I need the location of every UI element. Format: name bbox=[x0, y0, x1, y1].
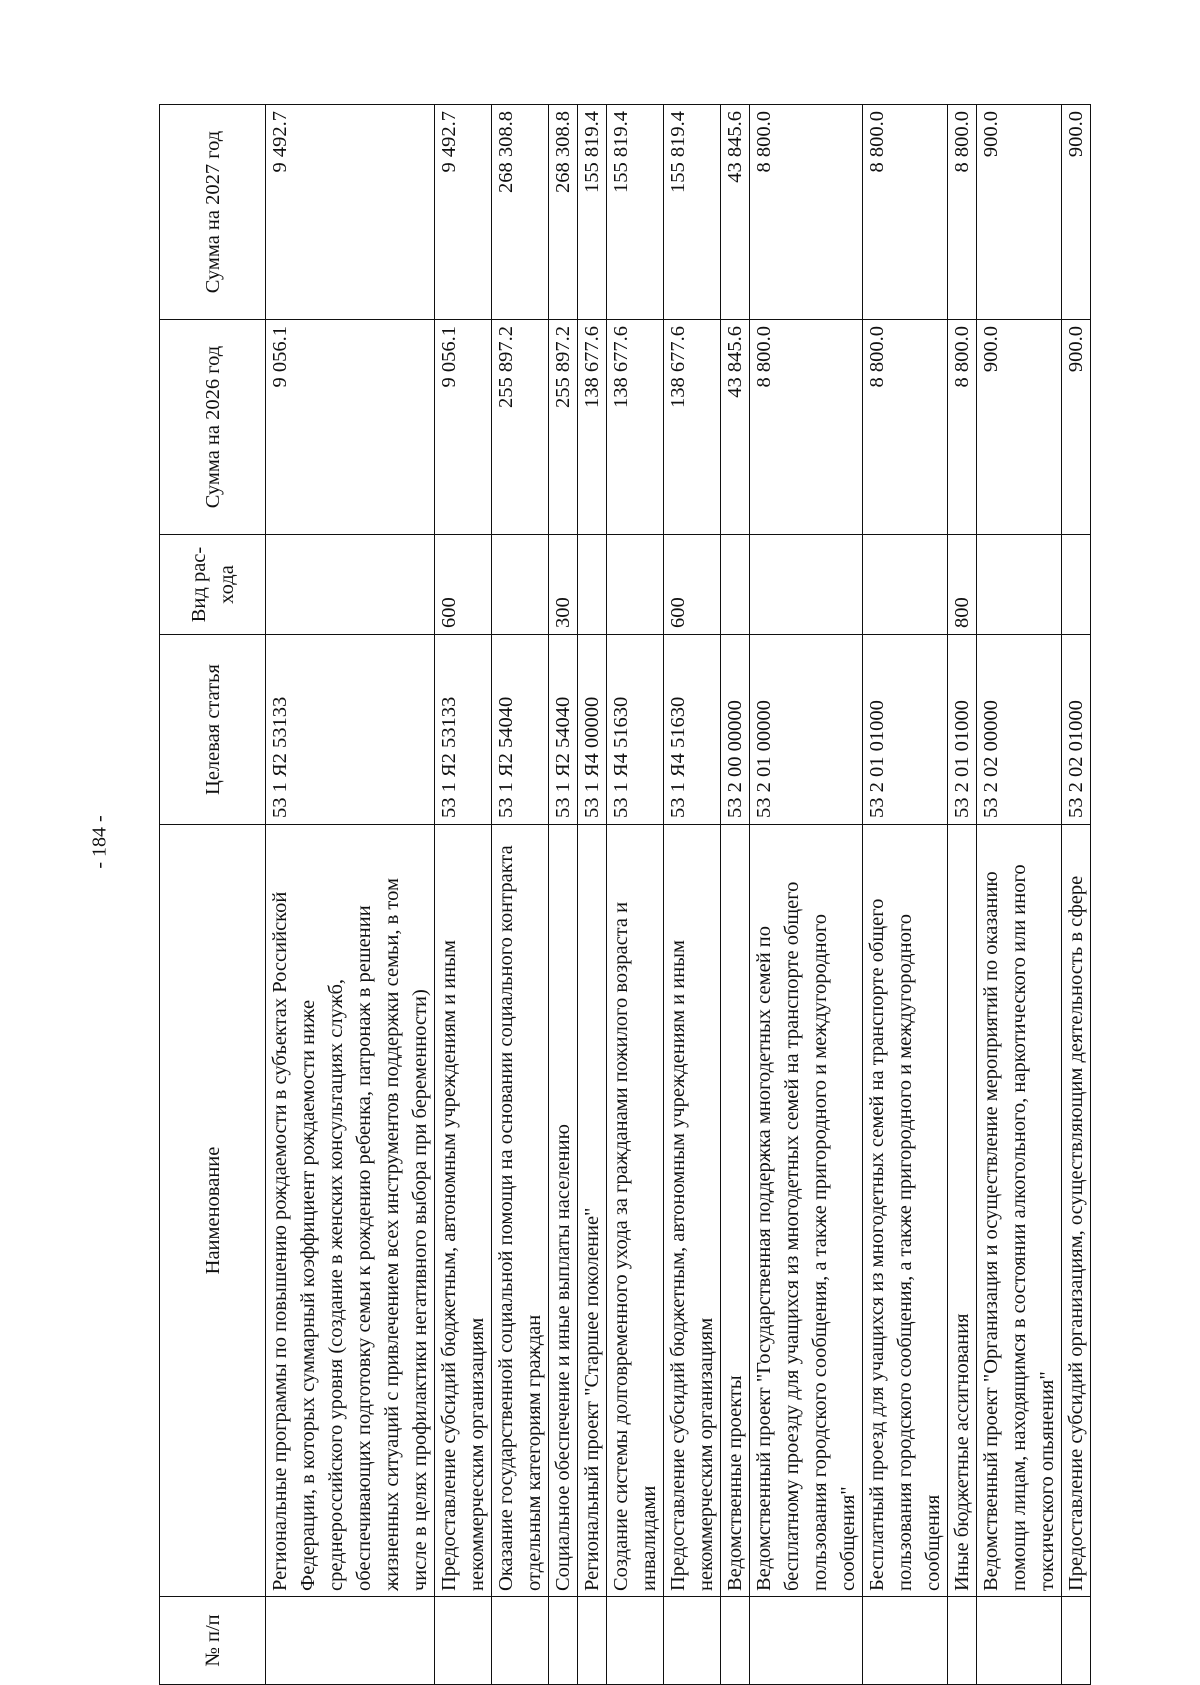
sum-2026-cell: 43 845.6 bbox=[721, 320, 750, 535]
name-cell: Создание системы долговременного ухода за гражданами пожилого возраста и инвалидами bbox=[607, 825, 664, 1597]
row-number-cell bbox=[977, 1597, 1062, 1685]
name-cell: Иные бюджетные ассигнования bbox=[948, 825, 977, 1597]
sum-2026-cell: 255 897.2 bbox=[549, 320, 578, 535]
expense-type-cell bbox=[492, 535, 549, 635]
name-cell: Региональный проект "Старшее поколение" bbox=[578, 825, 607, 1597]
name-cell: Бесплатный проезд для учащихся из многодетных семей на транспорте общего пользования городского сообщения, а также пригородного и междугородного сообщения bbox=[863, 825, 948, 1597]
table-row bbox=[948, 105, 977, 1685]
expense-type-cell bbox=[721, 535, 750, 635]
target-article-cell: 53 2 01 01000 bbox=[863, 635, 948, 825]
target-article-cell: 53 2 00 00000 bbox=[721, 635, 750, 825]
expense-type-cell bbox=[750, 535, 863, 635]
name-cell: Оказание государственной социальной помощи на основании социального контракта отдельным категориям граждан bbox=[492, 825, 549, 1597]
expense-type-cell: 300 bbox=[549, 535, 578, 635]
name-cell: Ведомственный проект "Государственная поддержка многодетных семей по бесплатному проезду для учащихся из многодетных семей на транспорте общего пользования городского сообщения, а также пригородного и междугородного сообщения" bbox=[750, 825, 863, 1597]
table-row bbox=[492, 105, 549, 1685]
sum-2026-cell: 900.0 bbox=[977, 320, 1062, 535]
row-number-cell bbox=[266, 1597, 435, 1685]
table-row bbox=[863, 105, 948, 1685]
table-row bbox=[750, 105, 863, 1685]
sum-2026-cell: 138 677.6 bbox=[664, 320, 721, 535]
target-article-cell: 53 1 Я4 00000 bbox=[578, 635, 607, 825]
table-row bbox=[664, 105, 721, 1685]
expense-type-cell bbox=[977, 535, 1062, 635]
table-row bbox=[977, 105, 1062, 1685]
expense-type-cell bbox=[578, 535, 607, 635]
page-number: - 184 - bbox=[88, 815, 111, 869]
name-cell: Региональные программы по повышению рождаемости в субъектах Российской Федерации, в которых суммарный коэффициент рождаемости ниже среднероссийского уровня (создание в женских консультациях служб, обеспечивающих подготовку семьи к рождению ребенка, патронаж в решении жизненных ситуаций с привлечением всех инструментов поддержки семьи, в том числе в целях профилактики негативного выбора при беременности) bbox=[266, 825, 435, 1597]
column-header: Сумма на 2026 год bbox=[160, 320, 266, 535]
row-number-cell bbox=[664, 1597, 721, 1685]
sum-2026-cell: 138 677.6 bbox=[607, 320, 664, 535]
table-row bbox=[721, 105, 750, 1685]
expense-type-cell: 800 bbox=[948, 535, 977, 635]
target-article-cell: 53 1 Я2 54040 bbox=[549, 635, 578, 825]
sum-2027-cell: 900.0 bbox=[977, 105, 1062, 320]
name-cell: Предоставление субсидий бюджетным, автономным учреждениям и иным некоммерческим организациям bbox=[664, 825, 721, 1597]
table-row bbox=[435, 105, 492, 1685]
sum-2026-cell: 8 800.0 bbox=[750, 320, 863, 535]
sum-2027-cell: 43 845.6 bbox=[721, 105, 750, 320]
row-number-cell bbox=[721, 1597, 750, 1685]
expense-type-cell bbox=[863, 535, 948, 635]
row-number-cell bbox=[750, 1597, 863, 1685]
name-cell: Предоставление субсидий бюджетным, автономным учреждениям и иным некоммерческим организациям bbox=[435, 825, 492, 1597]
target-article-cell: 53 2 02 01000 bbox=[1062, 635, 1091, 825]
target-article-cell: 53 1 Я2 53133 bbox=[435, 635, 492, 825]
expense-type-cell bbox=[266, 535, 435, 635]
sum-2027-cell: 9 492.7 bbox=[266, 105, 435, 320]
sum-2026-cell: 8 800.0 bbox=[948, 320, 977, 535]
column-header: № п/п bbox=[160, 1597, 266, 1685]
table-row bbox=[266, 105, 435, 1685]
sum-2027-cell: 8 800.0 bbox=[750, 105, 863, 320]
sum-2027-cell: 268 308.8 bbox=[492, 105, 549, 320]
row-number-cell bbox=[492, 1597, 549, 1685]
table-row bbox=[1062, 105, 1091, 1685]
target-article-cell: 53 1 Я2 53133 bbox=[266, 635, 435, 825]
target-article-cell: 53 1 Я2 54040 bbox=[492, 635, 549, 825]
target-article-cell: 53 2 02 00000 bbox=[977, 635, 1062, 825]
sum-2026-cell: 9 056.1 bbox=[266, 320, 435, 535]
expense-type-cell bbox=[607, 535, 664, 635]
column-header: Наименование bbox=[160, 825, 266, 1597]
sum-2027-cell: 8 800.0 bbox=[863, 105, 948, 320]
table-row bbox=[607, 105, 664, 1685]
table-row bbox=[578, 105, 607, 1685]
column-header: Сумма на 2027 год bbox=[160, 105, 266, 320]
sum-2026-cell: 9 056.1 bbox=[435, 320, 492, 535]
sum-2027-cell: 8 800.0 bbox=[948, 105, 977, 320]
sum-2026-cell: 138 677.6 bbox=[578, 320, 607, 535]
table-header-row bbox=[160, 105, 266, 1685]
target-article-cell: 53 2 01 00000 bbox=[750, 635, 863, 825]
sum-2027-cell: 900.0 bbox=[1062, 105, 1091, 320]
sum-2027-cell: 155 819.4 bbox=[607, 105, 664, 320]
target-article-cell: 53 2 01 01000 bbox=[948, 635, 977, 825]
budget-table-wrapper bbox=[159, 105, 1091, 1685]
sum-2026-cell: 255 897.2 bbox=[492, 320, 549, 535]
sum-2026-cell: 900.0 bbox=[1062, 320, 1091, 535]
column-header: Вид рас-хода bbox=[160, 535, 266, 635]
row-number-cell bbox=[578, 1597, 607, 1685]
row-number-cell bbox=[863, 1597, 948, 1685]
sum-2027-cell: 155 819.4 bbox=[664, 105, 721, 320]
expense-type-cell: 600 bbox=[664, 535, 721, 635]
column-header: Целевая статья bbox=[160, 635, 266, 825]
budget-table bbox=[159, 104, 1091, 1685]
expense-type-cell: 600 bbox=[435, 535, 492, 635]
sum-2027-cell: 268 308.8 bbox=[549, 105, 578, 320]
target-article-cell: 53 1 Я4 51630 bbox=[607, 635, 664, 825]
name-cell: Ведомственные проекты bbox=[721, 825, 750, 1597]
target-article-cell: 53 1 Я4 51630 bbox=[664, 635, 721, 825]
row-number-cell bbox=[549, 1597, 578, 1685]
row-number-cell bbox=[607, 1597, 664, 1685]
row-number-cell bbox=[1062, 1597, 1091, 1685]
row-number-cell bbox=[948, 1597, 977, 1685]
sum-2027-cell: 9 492.7 bbox=[435, 105, 492, 320]
expense-type-cell bbox=[1062, 535, 1091, 635]
name-cell: Социальное обеспечение и иные выплаты населению bbox=[549, 825, 578, 1597]
name-cell: Ведомственный проект "Организация и осуществление мероприятий по оказанию помощи лицам, находящимся в состоянии алкогольного, наркотического или иного токсического опьянения" bbox=[977, 825, 1062, 1597]
sum-2027-cell: 155 819.4 bbox=[578, 105, 607, 320]
row-number-cell bbox=[435, 1597, 492, 1685]
sum-2026-cell: 8 800.0 bbox=[863, 320, 948, 535]
name-cell: Предоставление субсидий организациям, осуществляющим деятельность в сфере bbox=[1062, 825, 1091, 1597]
table-row bbox=[549, 105, 578, 1685]
